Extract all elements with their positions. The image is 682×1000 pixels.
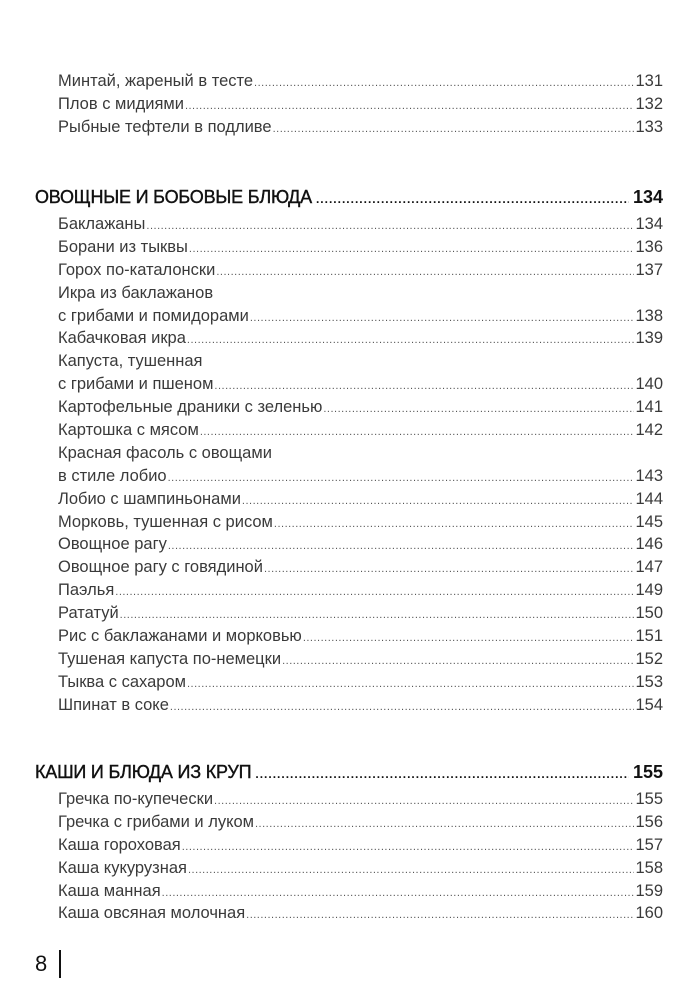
toc-entry-title: Лобио с шампиньонами — [58, 489, 241, 508]
dot-leader — [162, 882, 635, 905]
toc-entry-page: 144 — [635, 489, 663, 508]
page-number-divider — [59, 950, 61, 978]
toc-entry-page: 140 — [635, 375, 663, 394]
dot-leader — [120, 604, 635, 627]
toc-entry-page: 155 — [635, 790, 663, 808]
toc-entry-page: 160 — [635, 904, 663, 923]
toc-entry[interactable] — [35, 625, 663, 648]
toc-entry-title: Овощное рагу с говядиной — [58, 558, 263, 577]
toc-entry[interactable] — [35, 327, 663, 350]
toc-entry-page: 151 — [635, 627, 663, 646]
toc-entry-page: 141 — [635, 398, 663, 417]
toc-entry[interactable] — [35, 602, 663, 625]
toc-entry-title: Картошка с мясом — [58, 421, 199, 440]
toc-entry-title: Рис с баклажанами и морковью — [58, 627, 302, 646]
toc-entry[interactable] — [35, 396, 663, 419]
dot-leader — [214, 790, 634, 813]
toc-entry-title: Плов с мидиями — [58, 94, 184, 113]
toc-section-heading[interactable] — [35, 759, 663, 785]
dot-leader — [282, 650, 634, 673]
toc-entry-page: 137 — [635, 260, 663, 279]
dot-leader — [254, 72, 634, 95]
dot-leader — [273, 118, 635, 141]
dot-leader — [146, 215, 634, 238]
toc-entry-page: 152 — [635, 649, 663, 668]
toc-entry[interactable] — [35, 857, 663, 880]
toc-entry-title: Баклажаны — [58, 215, 146, 233]
toc-entry-title: в стиле лобио — [58, 466, 167, 485]
toc-entry[interactable] — [35, 93, 663, 116]
toc-entry[interactable] — [35, 811, 663, 834]
dot-leader — [264, 558, 635, 581]
toc-entry-line[interactable] — [35, 282, 663, 305]
toc-entry[interactable] — [35, 213, 663, 236]
toc-entry-title: с грибами и помидорами — [58, 306, 249, 325]
toc-entry-title: Шпинат в соке — [58, 695, 169, 714]
dot-leader — [242, 490, 635, 513]
toc-entry-page: 138 — [635, 306, 663, 325]
toc-entry[interactable] — [35, 70, 663, 93]
toc-entry-title: Каша манная — [58, 881, 161, 900]
toc-entry[interactable] — [35, 834, 663, 857]
toc-entry-title: Каша овсяная молочная — [58, 904, 246, 923]
toc-entry-title: Тушеная капуста по-немецки — [58, 649, 282, 668]
toc-entry-title: Тыква с сахаром — [58, 672, 186, 691]
toc-section-porridges — [35, 759, 663, 925]
toc-entry-page: 145 — [635, 512, 663, 531]
toc-entry[interactable] — [35, 465, 663, 488]
toc-entry-title: Гречка с грибами и луком — [58, 812, 254, 831]
toc-entry-page: 136 — [635, 237, 663, 256]
toc-entry-line[interactable] — [35, 442, 663, 465]
toc-entry[interactable] — [35, 694, 663, 717]
toc-entry-page: 132 — [635, 94, 663, 113]
dot-leader — [170, 696, 635, 719]
toc-entry-page: 133 — [635, 117, 663, 136]
dot-leader — [200, 421, 635, 444]
toc-entry-page: 154 — [635, 695, 663, 714]
dot-leader — [189, 238, 635, 261]
toc-entry-page: 142 — [635, 421, 663, 440]
dot-leader — [246, 904, 634, 927]
toc-entry[interactable] — [35, 305, 663, 328]
dot-leader — [168, 535, 635, 558]
toc-entry-title: Гречка по-купечески — [58, 790, 214, 808]
toc-entry-title: Горох по-каталонски — [58, 260, 216, 279]
toc-entry-page: 131 — [635, 72, 663, 90]
toc-entry-title: Картофельные драники с зеленью — [58, 398, 323, 417]
toc-entry-page: 143 — [635, 466, 663, 485]
toc-section-page: 134 — [632, 187, 663, 207]
toc-entry-line[interactable] — [35, 350, 663, 373]
page-number-text: 8 — [35, 951, 48, 976]
toc-section-heading[interactable] — [35, 184, 663, 210]
dot-leader — [316, 186, 629, 212]
toc-entry-page: 146 — [635, 535, 663, 554]
toc-entry-title: Борани из тыквы — [58, 237, 188, 256]
toc-entry-page: 150 — [635, 604, 663, 623]
dot-leader — [323, 398, 634, 421]
toc-entry-title-line1: Красная фасоль с овощами — [58, 443, 272, 462]
toc-entry-page: 157 — [635, 835, 663, 854]
toc-entry-title: Овощное рагу — [58, 535, 167, 554]
toc-entry[interactable] — [35, 373, 663, 396]
toc-entry-page: 158 — [635, 858, 663, 877]
toc-entry-page: 153 — [635, 672, 663, 691]
toc-entry[interactable] — [35, 116, 663, 139]
toc-continued — [35, 70, 663, 139]
toc-entry[interactable] — [35, 236, 663, 259]
toc-entry-title: Каша гороховая — [58, 835, 181, 854]
toc-entry-title: Рататуй — [58, 604, 119, 623]
toc-entry-page: 147 — [635, 558, 663, 577]
toc-entry[interactable] — [35, 511, 663, 534]
toc-section-title: КАШИ И БЛЮДА ИЗ КРУП — [35, 762, 252, 782]
toc-section-page: 155 — [632, 762, 663, 782]
dot-leader — [182, 836, 635, 859]
toc-entry-title: Морковь, тушенная с рисом — [58, 512, 273, 531]
toc-entry-title: Каша кукурузная — [58, 858, 187, 877]
toc-entry[interactable] — [35, 419, 663, 442]
dot-leader — [185, 95, 635, 118]
dot-leader — [115, 581, 634, 604]
toc-section-vegetables — [35, 184, 663, 717]
dot-leader — [216, 261, 634, 284]
toc-entry-title: Рыбные тефтели в подливе — [58, 117, 272, 136]
toc-entry[interactable] — [35, 648, 663, 671]
toc-entry-title: с грибами и пшеном — [58, 375, 214, 394]
dot-leader — [250, 307, 635, 330]
dot-leader — [303, 627, 635, 650]
toc-entry[interactable] — [35, 902, 663, 925]
toc-entry-title: Минтай, жареный в тесте — [58, 72, 254, 90]
toc-entry[interactable] — [35, 556, 663, 579]
dot-leader — [255, 761, 629, 787]
toc-entry-title: Паэлья — [58, 581, 115, 600]
toc-section-title: ОВОЩНЫЕ И БОБОВЫЕ БЛЮДА — [35, 187, 312, 207]
toc-entry-title: Кабачковая икра — [58, 329, 186, 348]
toc-entry-title-line1: Капуста, тушенная — [58, 352, 203, 371]
dot-leader — [214, 375, 634, 398]
toc-entry[interactable] — [35, 579, 663, 602]
dot-leader — [168, 467, 635, 490]
page-number — [35, 950, 61, 978]
toc-entry-page: 156 — [635, 812, 663, 831]
toc-entry-title-line1: Икра из баклажанов — [58, 283, 214, 302]
toc-entry-page: 149 — [635, 581, 663, 600]
dot-leader — [187, 329, 635, 352]
dot-leader — [188, 859, 635, 882]
toc-entry-page: 134 — [635, 215, 663, 233]
toc-entry[interactable] — [35, 880, 663, 903]
dot-leader — [274, 513, 635, 536]
dot-leader — [255, 813, 634, 836]
toc-entry[interactable] — [35, 671, 663, 694]
toc-entry-page: 159 — [635, 881, 663, 900]
dot-leader — [187, 673, 634, 696]
toc-entry[interactable] — [35, 788, 663, 811]
toc-entry[interactable] — [35, 259, 663, 282]
toc-entry[interactable] — [35, 488, 663, 511]
toc-entry-page: 139 — [635, 329, 663, 348]
toc-entry[interactable] — [35, 533, 663, 556]
